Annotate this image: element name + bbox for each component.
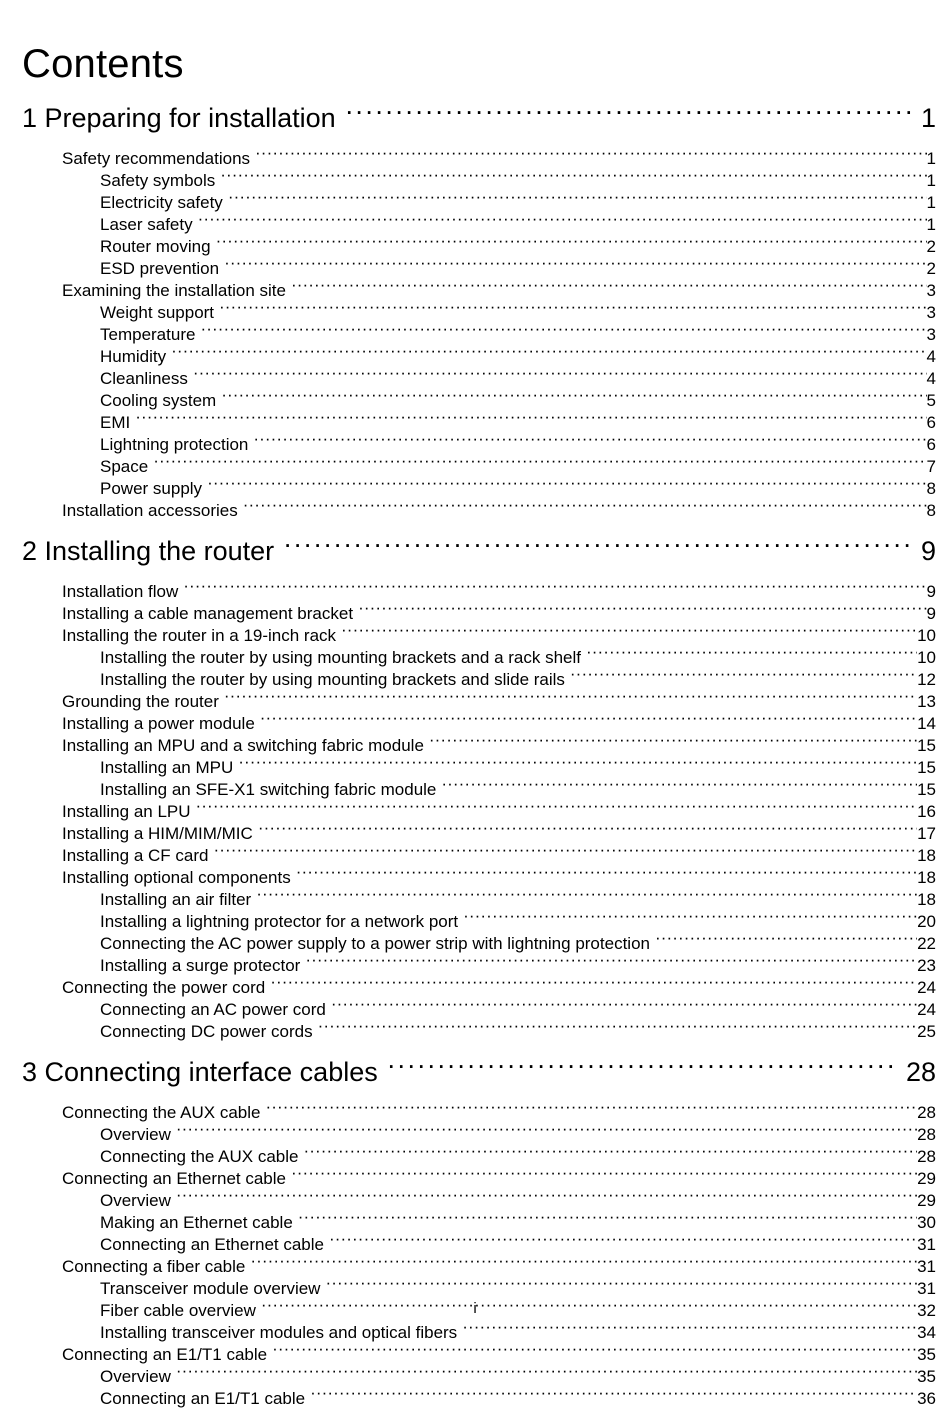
toc-entry-label: Temperature [100,325,196,344]
toc-entry-label: Space [100,457,149,476]
toc-section-entry[interactable] [0,433,950,455]
toc-entry-page-number: 8 [926,501,936,520]
toc-section-entry[interactable] [0,323,950,345]
toc-entry-label: Router moving [100,237,211,256]
toc-entry-page-number: 1 [926,193,936,212]
toc-entry-label: Safety symbols [100,171,216,190]
toc-entry-label: Laser safety [100,215,193,234]
toc-entry-page-number: 29 [917,1169,936,1188]
toc-entry-label: Installation accessories [62,501,238,520]
toc-entry-label: Connecting a fiber cable [62,1257,246,1276]
toc-dot-leader [253,433,926,450]
toc-dot-leader [250,1255,917,1272]
toc-entry-label: Installing a power module [62,714,255,733]
toc-entry-page-number: 31 [917,1257,936,1276]
toc-section-entry[interactable] [0,411,950,433]
toc-dot-leader [586,646,917,663]
toc-entry-page-number: 17 [917,824,936,843]
toc-entry-label: Installing a lightning protector for a network port [100,912,459,931]
toc-entry-label: Installing an SFE-X1 switching fabric module [100,780,437,799]
toc-dot-leader [303,1145,917,1162]
toc-section-entry[interactable] [0,1101,950,1123]
toc-dot-leader [655,932,917,949]
toc-entry-page-number: 10 [917,648,936,667]
page-number-footer: i [473,1300,477,1317]
toc-entry-label: Installing a HIM/MIM/MIC [62,824,253,843]
toc-entry-page-number: 1 [920,103,936,133]
toc-section-entry[interactable] [0,822,950,844]
toc-entry-page-number: 2 [926,237,936,256]
toc-section-entry[interactable] [0,191,950,213]
toc-dot-leader [224,690,917,707]
toc-dot-leader [429,734,917,751]
toc-section-entry[interactable] [0,932,950,954]
toc-section-entry[interactable] [0,455,950,477]
toc-entry-label: ESD prevention [100,259,220,278]
toc-entry-label: Installing an air filter [100,890,252,909]
toc-entry-page-number: 31 [917,1235,936,1254]
toc-entry-page-number: 18 [917,846,936,865]
toc-entry-label: Installing a CF card [62,846,209,865]
toc-dot-leader [283,533,914,560]
toc-dot-leader [387,1054,899,1081]
toc-section-entry[interactable] [0,147,950,169]
toc-entry-label: Electricity safety [100,193,223,212]
toc-entry-label: Cooling system [100,391,217,410]
toc-chapter-entry[interactable] [0,100,950,133]
toc-section-entry[interactable] [0,1277,950,1299]
toc-dot-leader [310,1387,917,1404]
toc-entry-label: Installing the router by using mounting brackets and slide rails [100,670,565,689]
toc-entry-label: Grounding the router [62,692,219,711]
toc-entry-label: Overview [100,1125,171,1144]
toc-entry-page-number: 9 [926,604,936,623]
toc-entry-page-number: 28 [917,1103,936,1122]
toc-entry-page-number: 12 [917,670,936,689]
toc-entry-page-number: 22 [917,934,936,953]
toc-entry-label: Overview [100,1367,171,1386]
toc-dot-leader [238,756,917,773]
toc-section-entry[interactable] [0,257,950,279]
toc-entry-label: Connecting an Ethernet cable [62,1169,286,1188]
toc-section-entry[interactable] [0,389,950,411]
toc-entry-label: Fiber cable overview [100,1301,256,1320]
toc-dot-leader [270,976,917,993]
toc-section-entry[interactable] [0,1020,950,1042]
toc-section-entry[interactable] [0,954,950,976]
toc-entry-page-number: 20 [917,912,936,931]
toc-entry-page-number: 31 [917,1279,936,1298]
toc-entry-page-number: 10 [917,626,936,645]
toc-entry-page-number: 2 [926,259,936,278]
toc-entry-label: Safety recommendations [62,149,251,168]
toc-dot-leader [341,624,917,641]
toc-entry-label: Examining the installation site [62,281,286,300]
toc-entry-page-number: 14 [917,714,936,733]
toc-dot-leader [216,235,927,252]
toc-dot-leader [135,411,926,428]
toc-dot-leader [260,712,917,729]
toc-chapter-entry[interactable] [0,1054,950,1087]
toc-dot-leader [305,954,917,971]
toc-entry-label: Humidity [100,347,167,366]
toc-entry-page-number: 16 [917,802,936,821]
toc-section-entry[interactable] [0,1189,950,1211]
toc-entry-label: 1 Preparing for installation [22,103,336,133]
toc-entry-label: Connecting an Ethernet cable [100,1235,324,1254]
toc-entry-page-number: 1 [926,171,936,190]
toc-entry-label: Connecting the power cord [62,978,266,997]
toc-dot-leader [213,844,917,861]
toc-section-entry[interactable] [0,624,950,646]
toc-entry-label: Cleanliness [100,369,188,388]
toc-entry-page-number: 6 [926,413,936,432]
toc-dot-leader [221,389,926,406]
toc-section-entry[interactable] [0,602,950,624]
toc-section-entry[interactable] [0,1255,950,1277]
toc-entry-page-number: 30 [917,1213,936,1232]
toc-dot-leader [463,910,917,927]
toc-entry-label: Installing optional components [62,868,291,887]
toc-dot-leader [462,1321,917,1338]
toc-section-entry[interactable] [0,1233,950,1255]
toc-entry-page-number: 1 [926,215,936,234]
toc-section-entry[interactable] [0,998,950,1020]
toc-section-entry[interactable] [0,499,950,521]
toc-entry-label: Lightning protection [100,435,249,454]
toc-entry-label: Overview [100,1191,171,1210]
toc-section-entry[interactable] [0,213,950,235]
toc-section-entry[interactable] [0,1211,950,1233]
toc-section-entry[interactable] [0,1167,950,1189]
toc-section-entry[interactable] [0,690,950,712]
toc-entry-page-number: 18 [917,890,936,909]
toc-section-entry[interactable] [0,169,950,191]
toc-section-entry[interactable] [0,888,950,910]
toc-section-entry[interactable] [0,235,950,257]
toc-dot-leader [296,866,917,883]
toc-dot-leader [153,455,926,472]
toc-dot-leader [256,888,917,905]
toc-entry-label: Installing a cable management bracket [62,604,354,623]
toc-entry-page-number: 25 [917,1022,936,1041]
toc-section-entry[interactable] [0,279,950,301]
toc-entry-label: Connecting an E1/T1 cable [100,1389,306,1408]
toc-section-entry[interactable] [0,580,950,602]
toc-entry-page-number: 15 [917,736,936,755]
toc-dot-leader [570,668,917,685]
toc-section-entry[interactable] [0,301,950,323]
toc-dot-leader [441,778,917,795]
toc-entry-page-number: 1 [926,149,936,168]
toc-entry-label: Connecting the AUX cable [62,1103,261,1122]
toc-entry-page-number: 3 [926,303,936,322]
toc-dot-leader [331,998,917,1015]
toc-entry-page-number: 8 [926,479,936,498]
toc-entry-label: EMI [100,413,131,432]
toc-dot-leader [318,1020,917,1037]
toc-entry-page-number: 35 [917,1345,936,1364]
toc-dot-leader [193,367,927,384]
toc-entry-page-number: 4 [926,369,936,388]
table-of-contents [0,88,950,1409]
toc-entry-label: Installing an MPU and a switching fabric module [62,736,424,755]
toc-entry-label: Making an Ethernet cable [100,1213,293,1232]
toc-entry-label: Installing an LPU [62,802,191,821]
toc-entry-label: Installing transceiver modules and optical fibers [100,1323,458,1342]
toc-section-entry[interactable] [0,1145,950,1167]
toc-dot-leader [219,301,927,318]
toc-dot-leader [224,257,926,274]
toc-dot-leader [176,1123,917,1140]
toc-dot-leader [198,213,927,230]
toc-dot-leader [329,1233,917,1250]
toc-dot-leader [258,822,917,839]
toc-entry-label: 2 Installing the router [22,536,275,566]
toc-dot-leader [196,800,918,817]
toc-dot-leader [272,1343,917,1360]
toc-entry-page-number: 32 [917,1301,936,1320]
toc-entry-label: Weight support [100,303,215,322]
toc-dot-leader [291,279,927,296]
toc-entry-page-number: 28 [905,1057,936,1087]
toc-entry-page-number: 15 [917,780,936,799]
page-title: Contents [22,41,184,86]
toc-entry-page-number: 3 [926,325,936,344]
toc-entry-label: Installing the router by using mounting brackets and a rack shelf [100,648,581,667]
toc-dot-leader [255,147,926,164]
toc-entry-page-number: 4 [926,347,936,366]
toc-entry-label: Transceiver module overview [100,1279,321,1298]
toc-section-entry[interactable] [0,756,950,778]
toc-dot-leader [265,1101,917,1118]
toc-section-entry[interactable] [0,866,950,888]
toc-entry-label: Installing a surge protector [100,956,301,975]
toc-entry-page-number: 13 [917,692,936,711]
toc-entry-page-number: 24 [917,978,936,997]
toc-entry-page-number: 29 [917,1191,936,1210]
toc-dot-leader [345,100,914,127]
toc-dot-leader [176,1189,917,1206]
toc-entry-page-number: 24 [917,1000,936,1019]
toc-entry-page-number: 36 [917,1389,936,1408]
toc-dot-leader [243,499,927,516]
toc-dot-leader [358,602,926,619]
toc-dot-leader [298,1211,917,1228]
toc-entry-label: Connecting the AUX cable [100,1147,299,1166]
toc-section-entry[interactable] [0,668,950,690]
toc-section-entry[interactable] [0,1387,950,1409]
toc-entry-page-number: 35 [917,1367,936,1386]
toc-dot-leader [176,1365,917,1382]
toc-dot-leader [200,323,926,340]
toc-dot-leader [325,1277,917,1294]
toc-entry-label: Power supply [100,479,203,498]
toc-entry-page-number: 15 [917,758,936,777]
toc-entry-label: Connecting an AC power cord [100,1000,326,1019]
toc-dot-leader [220,169,926,186]
toc-dot-leader [291,1167,917,1184]
toc-entry-page-number: 9 [920,536,936,566]
toc-section-entry[interactable] [0,800,950,822]
toc-entry-label: Installing the router in a 19-inch rack [62,626,337,645]
toc-entry-page-number: 5 [926,391,936,410]
toc-entry-page-number: 6 [926,435,936,454]
toc-dot-leader [207,477,926,494]
toc-dot-leader [183,580,926,597]
toc-section-entry[interactable] [0,1321,950,1343]
toc-dot-leader [171,345,926,362]
toc-entry-page-number: 7 [926,457,936,476]
toc-section-entry[interactable] [0,1123,950,1145]
toc-entry-page-number: 3 [926,281,936,300]
toc-entry-page-number: 18 [917,868,936,887]
toc-entry-label: Installing an MPU [100,758,234,777]
toc-section-entry[interactable] [0,778,950,800]
toc-section-entry[interactable] [0,976,950,998]
toc-section-entry[interactable] [0,477,950,499]
toc-entry-label: Connecting DC power cords [100,1022,313,1041]
toc-entry-label: Connecting the AC power supply to a power strip with lightning protection [100,934,650,953]
toc-entry-page-number: 28 [917,1147,936,1166]
toc-section-entry[interactable] [0,1343,950,1365]
toc-entry-page-number: 28 [917,1125,936,1144]
toc-entry-label: Installation flow [62,582,179,601]
toc-section-entry[interactable] [0,1365,950,1387]
toc-dot-leader [228,191,927,208]
toc-section-entry[interactable] [0,844,950,866]
toc-section-entry[interactable] [0,646,950,668]
toc-section-entry[interactable] [0,345,950,367]
toc-entry-label: 3 Connecting interface cables [22,1057,378,1087]
toc-section-entry[interactable] [0,910,950,932]
toc-entry-page-number: 34 [917,1323,936,1342]
toc-entry-page-number: 23 [917,956,936,975]
toc-chapter-entry[interactable] [0,533,950,566]
toc-section-entry[interactable] [0,712,950,734]
toc-section-entry[interactable] [0,734,950,756]
toc-entry-page-number: 9 [926,582,936,601]
toc-entry-label: Connecting an E1/T1 cable [62,1345,268,1364]
toc-section-entry[interactable] [0,367,950,389]
